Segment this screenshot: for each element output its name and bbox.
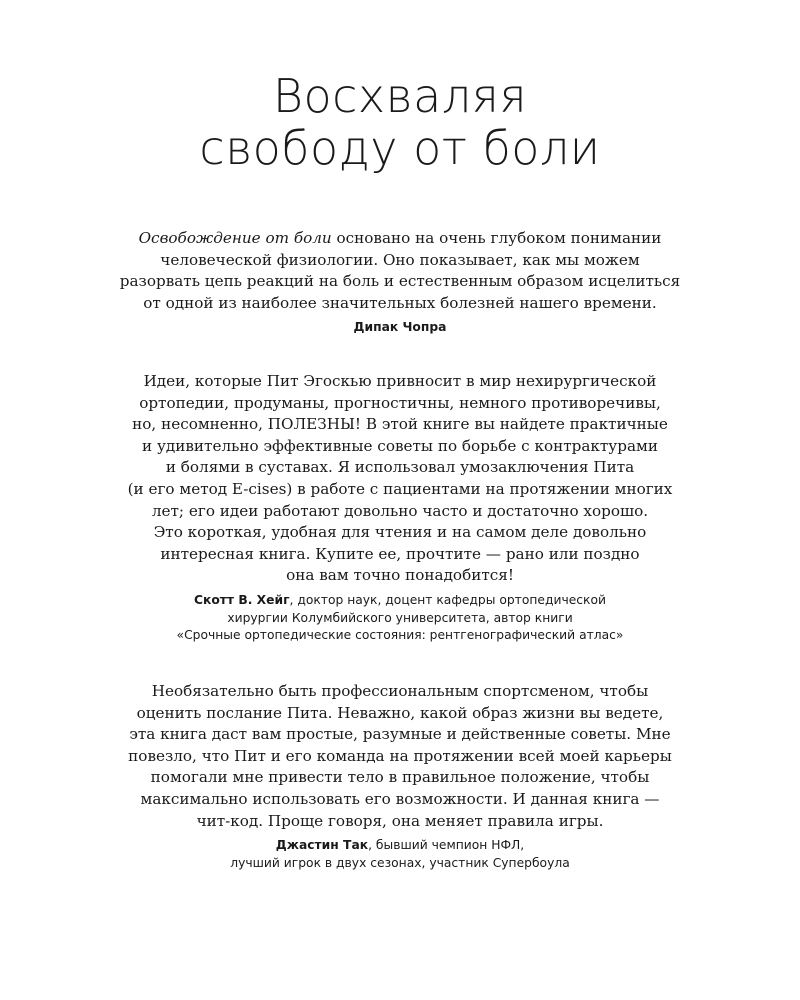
quote-line: Освобождение от боли основано на очень глубоком понимании: [138, 229, 662, 247]
quote-line: лет; его идеи работают довольно часто и достаточно хорошо.: [151, 501, 649, 520]
quote-line: помогали мне привести тело в правильное положение, чтобы: [150, 768, 650, 787]
quote-line: (и его метод E-cises) в работе с пациентами на протяжении многих: [127, 479, 673, 498]
quote-line: Необязательно быть профессиональным спортсменом, чтобы: [151, 682, 649, 700]
quote-text: [50, 228, 750, 314]
page-title-line-2: свободу от боли: [199, 121, 601, 175]
quote-line: но, несомненно, ПОЛЕЗНЫ! В этой книге вы найдете практичные: [132, 415, 668, 434]
quote-text: [50, 371, 750, 587]
quote-tuck: [50, 681, 750, 872]
author-name: Скотт В. Хейг: [193, 592, 290, 607]
quote-line: чит-код. Проще говоря, она меняет правила игры.: [196, 811, 604, 830]
book-title: Освобождение от боли: [138, 229, 332, 247]
quote-line: оценить послание Пита. Неважно, какой образ жизни вы ведете,: [136, 703, 664, 722]
quote-line: Это короткая, удобная для чтения и на самом деле довольно: [153, 523, 647, 542]
author-name: Джастин Так: [275, 838, 369, 853]
quote-line: Идеи, которые Пит Эгоскью привносит в мир нехирургической: [143, 372, 657, 390]
quote-line: она вам точно понадобится!: [286, 566, 514, 585]
page-title-line-1: Восхваляя: [272, 69, 528, 123]
quote-line: ортопедии, продуманы, прогностичны, немного противоречивы,: [139, 393, 661, 412]
author-description: «Срочные ортопедические состояния: рентгенографический атлас»: [176, 628, 624, 643]
quote-line: и болями в суставах. Я использовал умозаключения Пита: [165, 458, 635, 477]
author-description: хирургии Колумбийского университета, автор книги: [227, 610, 573, 625]
quote-author: [50, 837, 750, 872]
quote-line: максимально использовать его возможности. И данная книга —: [140, 789, 660, 808]
quote-author: [50, 592, 750, 645]
quote-line: интересная книга. Купите ее, прочтите — рано или поздно: [160, 544, 640, 563]
author-description: , бывший чемпион НФЛ,: [368, 838, 525, 853]
quote-chopra: [50, 228, 750, 337]
quote-line: от одной из наиболее значительных болезней нашего времени.: [143, 293, 657, 312]
page-title: [0, 70, 800, 174]
quote-line: человеческой физиологии. Оно показывает, как мы можем: [160, 250, 640, 269]
quote-line: повезло, что Пит и его команда на протяжении всей моей карьеры: [128, 746, 672, 765]
quote-line: разорвать цепь реакций на боль и естественным образом исцелиться: [119, 272, 681, 291]
author-description: , доктор наук, доцент кафедры ортопедической: [289, 592, 606, 607]
quote-haig: [50, 371, 750, 645]
quote-author: [50, 319, 750, 337]
quote-line: и удивительно эффективные советы по борьбе с контрактурами: [142, 436, 658, 455]
author-name: Дипак Чопра: [353, 320, 447, 335]
quote-text: [50, 681, 750, 832]
quote-line: эта книга даст вам простые, разумные и действенные советы. Мне: [129, 725, 671, 744]
author-description: лучший игрок в двух сезонах, участник Супербоула: [230, 855, 570, 870]
